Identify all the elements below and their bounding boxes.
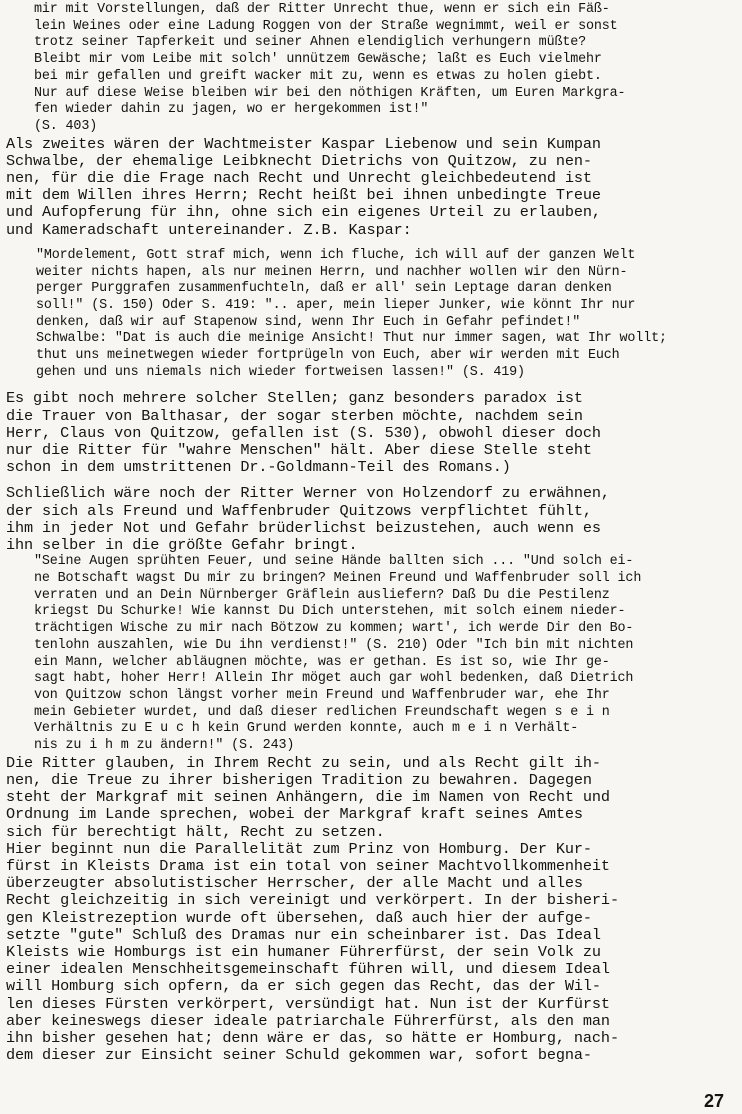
text-line: nen, die Treue zu ihrer bisherigen Tradition zu bewahren. Dagegen: [6, 771, 592, 789]
text-line: mir mit Vorstellungen, daß der Ritter Unrecht thue, wenn er sich ein Fäß-: [34, 2, 610, 17]
text-line: und Kameradschaft untereinander. Z.B. Kaspar:: [6, 221, 412, 239]
text-line: setzte "gute" Schluß des Dramas nur ein scheinbarer ist. Das Ideal: [6, 926, 601, 944]
text-line: dem dieser zur Einsicht seiner Schuld gekommen war, sofort begna-: [6, 1047, 592, 1065]
paragraph-balthasar: [6, 390, 736, 476]
text-line: weiter nichts hapen, als nur meinen Herrn, und nachher wollen wir den Nürn-: [36, 264, 628, 280]
quote-holzendorf: [34, 554, 736, 754]
text-line: Bleibt mir vom Leibe mit solch' unnützem Gewäsche; laßt es Euch vielmehr: [34, 52, 602, 68]
text-line: aber keineswegs dieser ideale patriarchale Führerfürst, als den man: [6, 1012, 610, 1030]
text-line: sich für berechtigt hält, Recht zu setzen.: [6, 823, 385, 841]
text-line: Schließlich wäre noch der Ritter Werner von Holzendorf zu erwähnen,: [6, 485, 610, 503]
text-line: Schwalbe: "Dat is auch die meinige Ansicht! Thut nur immer sagen, wat Ihr wollt;: [36, 331, 667, 347]
text-line: die Trauer von Balthasar, der sogar sterben möchte, nachdem sein: [6, 407, 583, 425]
text-line: verraten und an Dein Nürnberger Gräflein ausliefern? Daß Du die Pestilenz: [34, 587, 610, 603]
text-line: ihn selber in die größte Gefahr bringt.: [6, 537, 358, 555]
text-line: fen wieder dahin zu jagen, wo er hergekommen ist!": [34, 102, 429, 118]
text-line: Als zweites wären der Wachtmeister Kaspar Liebenow und sein Kumpan: [6, 135, 601, 153]
text-line: steht der Markgraf mit seinen Anhängern, die im Namen von Recht und: [6, 789, 610, 807]
text-line: nen, für die die Frage nach Recht und Unrecht gleichbedeutend ist: [6, 170, 592, 188]
text-line: Recht gleichzeitig in sich vereinigt und verkörpert. In der bisheri-: [6, 892, 619, 910]
text-line: Die Ritter glauben, in Ihrem Recht zu sein, und als Recht gilt ih-: [6, 754, 601, 772]
paragraph-holzendorf: [6, 485, 736, 554]
page-number: 27: [703, 1091, 724, 1111]
text-line: von Quitzow schon längst vorher mein Freund und Waffenbruder war, ehe Ihr: [34, 687, 610, 703]
text-line: sagt habt, hoher Herr! Allein Ihr möget auch gar wohl bedenken, daß Dietrich: [34, 671, 634, 687]
text-line: Verhältnis zu E u c h kein Grund werden konnte, auch m e i n Verhält-: [34, 721, 579, 737]
text-line: Herr, Claus von Quitzow, gefallen ist (S. 530), obwohl dieser doch: [6, 424, 601, 442]
text-line: und Aufopferung für ihn, ohne sich ein eigenes Urteil zu erlauben,: [6, 204, 601, 222]
text-line: mein Gebieter wurdet, und daß dieser redlichen Freundschaft wegen s e i n: [34, 704, 610, 720]
text-line: einer idealen Menschheitsgemeinschaft führen will, und diesem Ideal: [6, 961, 610, 979]
text-line: Es gibt noch mehrere solcher Stellen; ganz besonders paradox ist: [6, 390, 583, 408]
text-line: ihm in jeder Not und Gefahr brüderlichst beizustehen, auch wenn es: [6, 519, 601, 537]
text-line: schon in dem umstrittenen Dr.-Goldmann-Teil des Romans.): [6, 459, 511, 477]
citation: (S. 403): [34, 118, 98, 134]
text-line: fürst in Kleists Drama ist ein total von seiner Machtvollkommenheit: [6, 857, 610, 875]
text-line: überzeugter absolutistischer Herrscher, der alle Macht und alles: [6, 875, 583, 893]
text-line: trotz seiner Tapferkeit und seiner Ahnen elendiglich verhungern müßte?: [34, 35, 586, 51]
text-line: gen Kleistrezeption wurde oft übersehen, daß auch hier der aufge-: [6, 909, 592, 927]
text-line: bei mir gefallen und greift wacker mit zu, wenn es etwas zu holen giebt.: [34, 68, 602, 84]
text-line: lein Weines oder eine Ladung Roggen von der Straße wegnimmt, weil er sonst: [34, 18, 618, 34]
text-line: "Seine Augen sprühten Feuer, und seine Hände ballten sich ... "Und solch ei-: [34, 554, 634, 570]
text-line: Hier beginnt nun die Parallelität zum Prinz von Homburg. Der Kur-: [6, 840, 592, 858]
text-line: gehen und uns niemals nich wieder fortweisen lassen!" (S. 419): [36, 364, 525, 380]
text-line: trächtigen Wische zu mir nach Bötzow zu kommen; wart', ich werde Dir den Bo-: [34, 621, 634, 637]
text-line: Schwalbe, der ehemalige Leibknecht Dietrichs von Quitzow, zu nen-: [6, 152, 592, 170]
text-line: kriegst Du Schurke! Wie kannst Du Dich unterstehen, mit solch einem nieder-: [34, 604, 626, 620]
text-line: nis zu i h m zu ändern!" (S. 243): [34, 738, 295, 754]
text-line: Ordnung im Lande sprechen, wobei der Markgraf kraft seines Amtes: [6, 806, 583, 824]
text-line: will Homburg sich opfern, da er sich gegen das Recht, das der Wil-: [6, 978, 601, 996]
text-line: soll!" (S. 150) Oder S. 419: ".. aper, mein lieper Junker, wie könnt Ihr nur: [36, 297, 636, 313]
quote-kaspar-schwalbe: [36, 248, 736, 382]
text-line: denken, daß wir auf Stapenow sind, wenn Ihr Euch in Gefahr pefindet!": [36, 314, 581, 330]
text-line: ihn bisher gesehen hat; denn wäre er das, so hätte er Homburg, nach-: [6, 1029, 619, 1047]
text-line: mit dem Willen ihres Herrn; Recht heißt bei ihnen unbedingte Treue: [6, 187, 601, 205]
text-line: perger Purggrafen zusammenfuchteln, daß er all' sein Leptage daran denken: [36, 281, 612, 297]
paragraph-kaspar-intro: [6, 136, 736, 239]
text-line: ein Mann, welcher abläugnen möchte, was er gethan. Es ist so, wie Ihr ge-: [34, 654, 610, 670]
text-line: Nur auf diese Weise bleiben wir bei den nöthigen Kräften, um Euren Markgra-: [34, 85, 626, 101]
text-line: "Mordelement, Gott straf mich, wenn ich fluche, ich will auf der ganzen Welt: [36, 247, 636, 263]
text-line: der sich als Freund und Waffenbruder Quitzows verpflichtet fühlt,: [6, 502, 592, 520]
quote-ritter: [34, 2, 736, 136]
paragraph-recht-homburg: [6, 755, 736, 1065]
text-line: Kleists wie Homburgs ist ein humaner Führerfürst, der sein Volk zu: [6, 943, 601, 961]
text-line: thut uns meinetwegen wieder fortprügeln von Euch, aber wir werden mit Euch: [36, 348, 620, 364]
text-line: ne Botschaft wagst Du mir zu bringen? Meinen Freund und Waffenbruder soll ich: [34, 571, 642, 586]
text-line: nur die Ritter für "wahre Menschen" hält. Aber diese Stelle steht: [6, 442, 592, 460]
text-line: tenlohn auszahlen, wie Du ihn verdienst!" (S. 210) Oder "Ich bin mit nichten: [34, 637, 634, 653]
text-line: len dieses Fürsten verkörpert, versündigt hat. Nun ist der Kurfürst: [6, 995, 610, 1013]
